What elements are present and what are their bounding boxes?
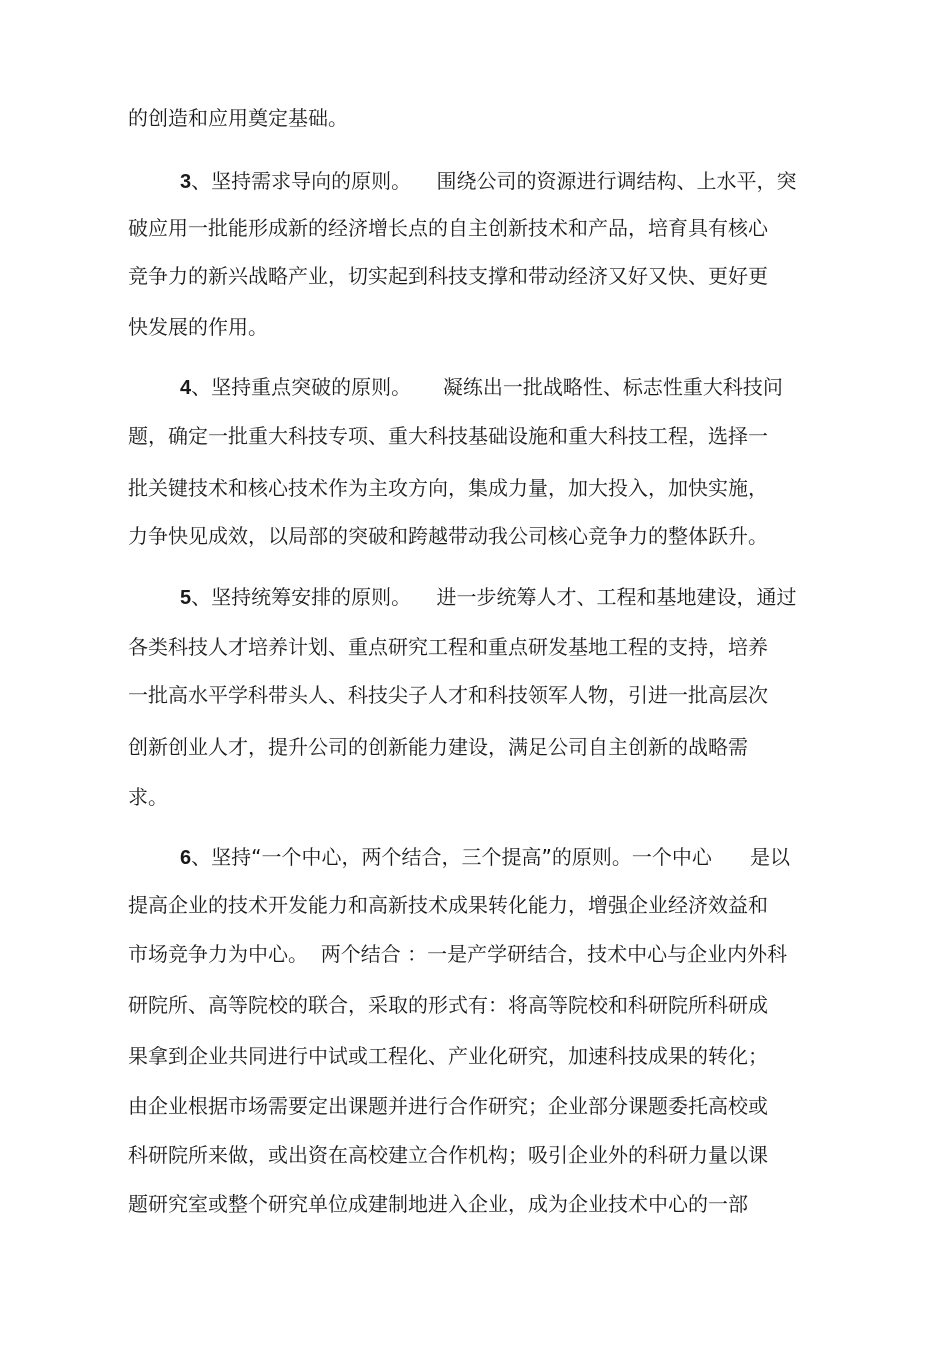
paragraph-heading-6 — [180, 843, 790, 872]
paragraph-line: 力争快见成效，以局部的突破和跨越带动我公司核心竞争力的整体跃升。 — [128, 524, 768, 548]
paragraph-heading-5 — [180, 583, 797, 612]
paragraph-heading-3 — [180, 167, 797, 196]
paragraph-line: 竞争力的新兴战略产业，切实起到科技支撑和带动经济又好又快、更好更 — [128, 264, 768, 288]
paragraph-line: 题研究室或整个研究单位成建制地进入企业，成为企业技术中心的一部 — [128, 1192, 748, 1216]
item-number: 6 — [180, 847, 192, 869]
paragraph-line: 提高企业的技术开发能力和高新技术成果转化能力，增强企业经济效益和 — [128, 893, 768, 917]
paragraph-first-line: 、坚持统筹安排的原则。 进一步统筹人才、工程和基地建设，通过 — [191, 585, 797, 609]
paragraph-line: 市场竞争力为中心。 两个结合 ：一是产学研结合，技术中心与企业内外科 — [128, 942, 788, 966]
paragraph-line: 一批高水平学科带头人、科技尖子人才和科技领军人物，引进一批高层次 — [128, 683, 768, 707]
paragraph-heading-4 — [180, 373, 783, 402]
paragraph-line: 的创造和应用奠定基础。 — [128, 106, 348, 130]
paragraph-first-line: 、坚持需求导向的原则。 围绕公司的资源进行调结构、上水平，突 — [191, 169, 797, 193]
paragraph-line: 批关键技术和核心技术作为主攻方向，集成力量，加大投入，加快实施， — [128, 476, 768, 500]
item-number: 3 — [180, 171, 192, 193]
paragraph-line: 科研院所来做，或出资在高校建立合作机构；吸引企业外的科研力量以课 — [128, 1143, 768, 1167]
paragraph-first-line: 、坚持重点突破的原则。 凝练出一批战略性、标志性重大科技问 — [191, 375, 783, 399]
paragraph-line: 研院所、高等院校的联合，采取的形式有：将高等院校和科研院所科研成 — [128, 993, 768, 1017]
paragraph-line: 破应用一批能形成新的经济增长点的自主创新技术和产品，培育具有核心 — [128, 216, 768, 240]
paragraph-line: 题，确定一批重大科技专项、重大科技基础设施和重大科技工程，选择一 — [128, 424, 768, 448]
paragraph-line: 求。 — [128, 785, 168, 809]
paragraph-line: 果拿到企业共同进行中试或工程化、产业化研究，加速科技成果的转化； — [128, 1044, 768, 1068]
paragraph-first-line: 、坚持“一个中心，两个结合，三个提高”的原则。一个中心 是以 — [191, 845, 790, 869]
paragraph-line: 各类科技人才培养计划、重点研究工程和重点研发基地工程的支持，培养 — [128, 635, 768, 659]
item-number: 4 — [180, 377, 192, 399]
item-number: 5 — [180, 587, 192, 609]
paragraph-line: 由企业根据市场需要定出课题并进行合作研究；企业部分课题委托高校或 — [128, 1094, 768, 1118]
paragraph-line: 创新创业人才，提升公司的创新能力建设，满足公司自主创新的战略需 — [128, 735, 748, 759]
paragraph-line: 快发展的作用。 — [128, 315, 268, 339]
